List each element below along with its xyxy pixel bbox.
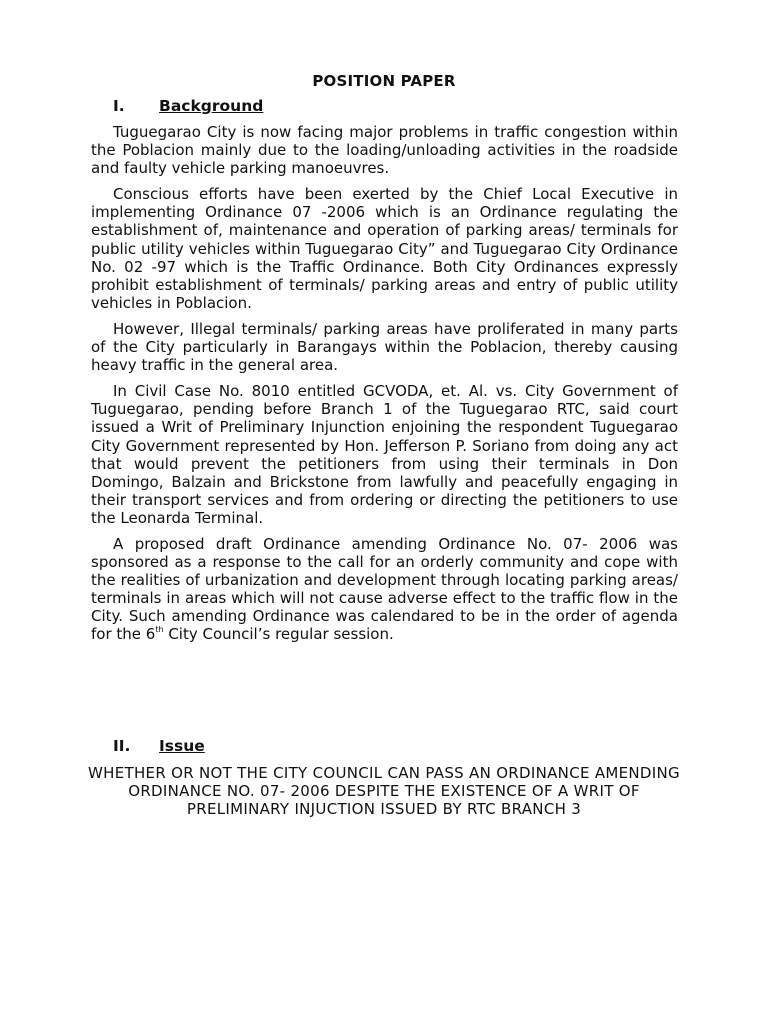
section-title: Issue: [159, 737, 205, 755]
section-title: Background: [159, 97, 264, 115]
section-number: I.: [113, 97, 125, 115]
paragraph-text: City Council’s regular session.: [163, 625, 394, 644]
section-heading-background: [113, 97, 263, 115]
issue-statement: WHETHER OR NOT THE CITY COUNCIL CAN PASS AN ORDINANCE AMENDING ORDINANCE NO. 07- 2006 DESPITE THE EXISTENCE OF A WRIT OF PRELIMINARY INJUCTION ISSUED BY RTC BRANCH 3: [88, 764, 680, 818]
paragraph-text: A proposed draft Ordinance amending Ordinance No. 07- 2006 was sponsored as a response to the call for an orderly community and cope with the realities of urbanization and development through locating parking areas/ terminals in areas which will not cause adverse effect to the traffic flow in the City. Such amending Ordinance was calendared to be in the order of agenda for the 6: [91, 534, 678, 644]
section-heading-issue: [113, 737, 205, 755]
background-section-body: [91, 123, 678, 652]
section-number: II.: [113, 737, 131, 755]
paragraph: In Civil Case No. 8010 entitled GCVODA, et. Al. vs. City Government of Tuguegarao, pending before Branch 1 of the Tuguegarao RTC, said court issued a Writ of Preliminary Injunction enjoining the respondent Tuguegarao City Government represented by Hon. Jefferson P. Soriano from doing any act that would prevent the petitioners from using their terminals in Don Domingo, Balzain and Brickstone from lawfully and peacefully engaging in their transport services and from ordering or directing the petitioners to use the Leonarda Terminal.: [91, 382, 678, 527]
ordinal-superscript: th: [155, 625, 164, 635]
paragraph: Conscious efforts have been exerted by the Chief Local Executive in implementing Ordinance 07 -2006 which is an Ordinance regulating the establishment of, maintenance and operation of parking areas/ terminals for public utility vehicles within Tuguegarao City” and Tuguegarao City Ordinance No. 02 -97 which is the Traffic Ordinance. Both City Ordinances expressly prohibit establishment of terminals/ parking areas and entry of public utility vehicles in Poblacion.: [91, 185, 678, 312]
paragraph: However, Illegal terminals/ parking areas have proliferated in many parts of the City particularly in Barangays within the Poblacion, thereby causing heavy traffic in the general area.: [91, 319, 678, 375]
paragraph: Tuguegarao City is now facing major problems in traffic congestion within the Poblacion mainly due to the loading/unloading activities in the roadside and faulty vehicle parking manoeuvres.: [91, 123, 678, 178]
paragraph: [91, 535, 678, 644]
document-title: POSITION PAPER: [312, 72, 456, 90]
